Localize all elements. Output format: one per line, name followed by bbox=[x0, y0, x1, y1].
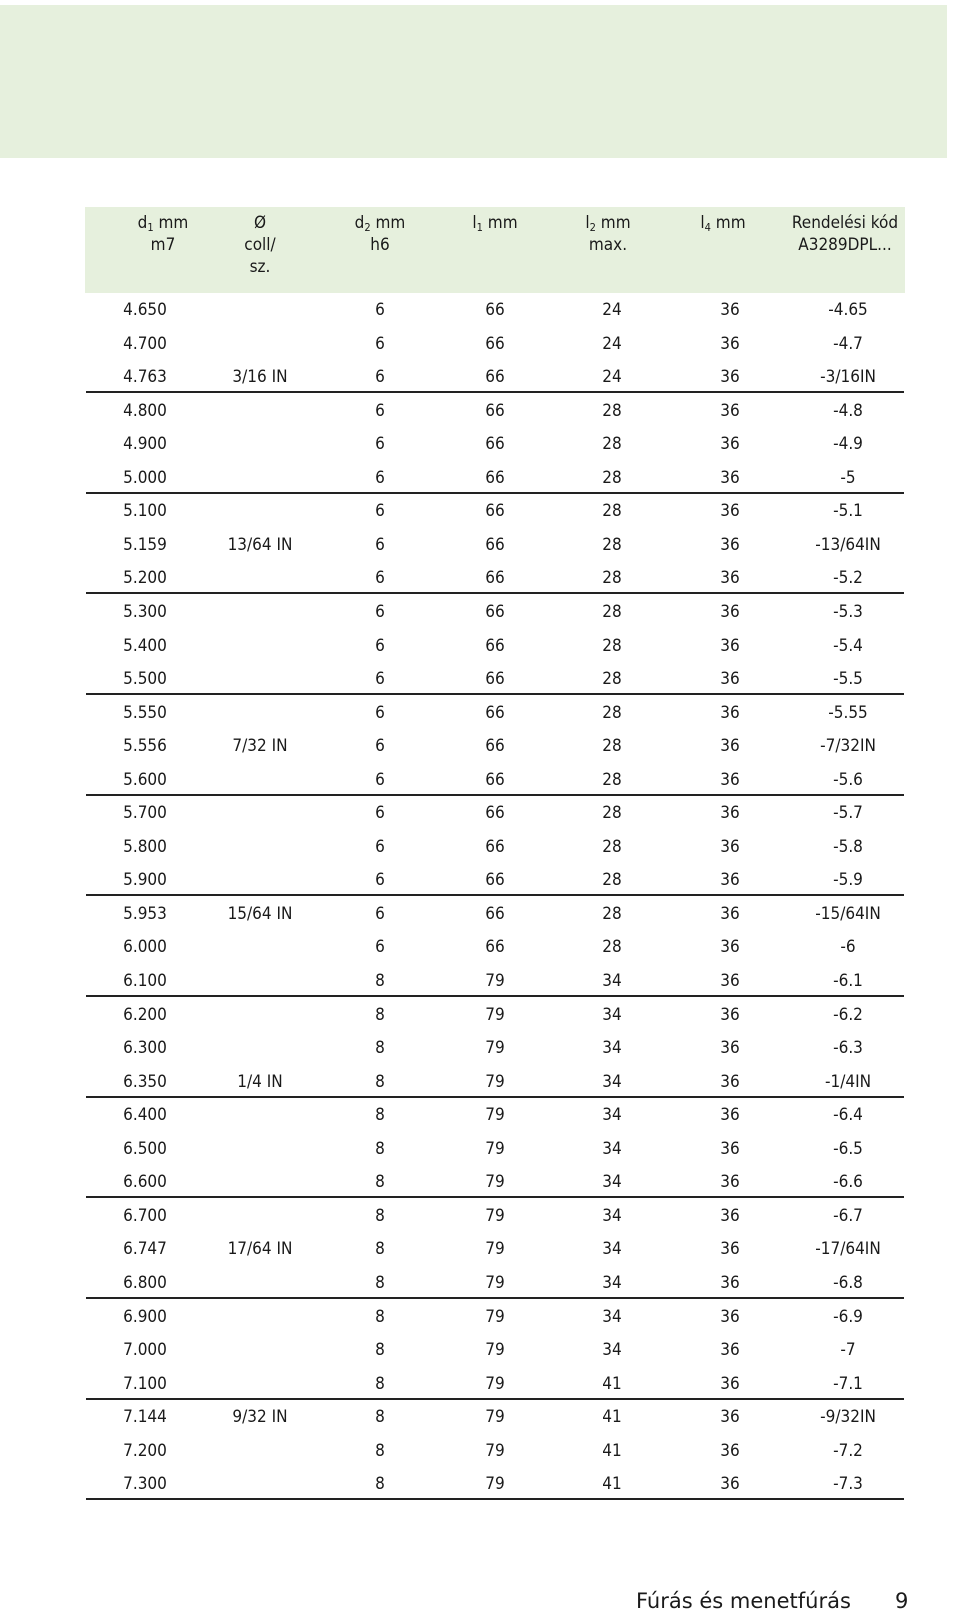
l4-cell: 36 bbox=[720, 300, 740, 320]
diameter-cell: 7/32 IN bbox=[232, 736, 288, 757]
header-diameter: Ø coll/ sz. bbox=[244, 213, 276, 277]
d2-cell: 6 bbox=[375, 635, 385, 656]
order-code-cell: -4.65 bbox=[828, 300, 868, 320]
l2-cell: 28 bbox=[602, 534, 622, 555]
d2-cell: 8 bbox=[375, 1239, 385, 1260]
l2-cell: 28 bbox=[602, 736, 622, 757]
d2-cell: 8 bbox=[375, 971, 385, 991]
d1-cell: 7.100 bbox=[123, 1373, 167, 1394]
l4-cell: 36 bbox=[720, 1172, 740, 1193]
d2-cell: 8 bbox=[375, 1004, 385, 1025]
diameter-cell: 17/64 IN bbox=[227, 1239, 293, 1260]
row-group-separator bbox=[86, 391, 904, 393]
l1-cell: 66 bbox=[485, 501, 505, 522]
order-code-cell: -5 bbox=[840, 467, 856, 488]
d2-cell: 6 bbox=[375, 568, 385, 589]
l1-cell: 79 bbox=[485, 1272, 505, 1293]
l1-cell: 66 bbox=[485, 333, 505, 354]
d2-cell: 6 bbox=[375, 534, 385, 555]
row-group-separator bbox=[86, 492, 904, 494]
order-code-cell: -5.9 bbox=[833, 870, 863, 891]
l2-cell: 34 bbox=[602, 1272, 622, 1293]
l4-cell: 36 bbox=[720, 1474, 740, 1495]
l4-cell: 36 bbox=[720, 1239, 740, 1260]
d2-cell: 6 bbox=[375, 400, 385, 421]
d2-cell: 6 bbox=[375, 803, 385, 824]
l1-cell: 66 bbox=[485, 400, 505, 421]
l2-cell: 28 bbox=[602, 601, 622, 622]
d1-cell: 6.700 bbox=[123, 1205, 167, 1226]
l4-cell: 36 bbox=[720, 836, 740, 857]
order-code-cell: -3/16IN bbox=[820, 367, 876, 388]
order-code-cell: -5.3 bbox=[833, 601, 863, 622]
d1-cell: 6.300 bbox=[123, 1038, 167, 1059]
order-code-cell: -6.2 bbox=[833, 1004, 863, 1025]
l1-cell: 66 bbox=[485, 568, 505, 589]
l1-cell: 66 bbox=[485, 534, 505, 555]
d1-cell: 7.200 bbox=[123, 1440, 167, 1461]
d2-cell: 8 bbox=[375, 1272, 385, 1293]
row-group-separator bbox=[86, 693, 904, 695]
l4-cell: 36 bbox=[720, 1306, 740, 1327]
l1-cell: 66 bbox=[485, 937, 505, 958]
diameter-cell: 15/64 IN bbox=[227, 903, 293, 924]
order-code-cell: -5.55 bbox=[828, 702, 868, 723]
d2-cell: 8 bbox=[375, 1407, 385, 1428]
l2-cell: 28 bbox=[602, 669, 622, 690]
l1-cell: 66 bbox=[485, 601, 505, 622]
l4-cell: 36 bbox=[720, 803, 740, 824]
d2-cell: 6 bbox=[375, 501, 385, 522]
order-code-cell: -1/4IN bbox=[824, 1071, 872, 1092]
d1-cell: 6.800 bbox=[123, 1272, 167, 1293]
l4-cell: 36 bbox=[720, 870, 740, 891]
l4-cell: 36 bbox=[720, 1340, 740, 1361]
l2-cell: 24 bbox=[602, 300, 622, 320]
order-code-cell: -6.4 bbox=[833, 1105, 863, 1126]
l4-cell: 36 bbox=[720, 400, 740, 421]
l4-cell: 36 bbox=[720, 333, 740, 354]
order-code-cell: -7.3 bbox=[833, 1474, 863, 1495]
l4-cell: 36 bbox=[720, 1038, 740, 1059]
d1-cell: 5.900 bbox=[123, 870, 167, 891]
l1-cell: 79 bbox=[485, 1373, 505, 1394]
order-code-cell: -5.7 bbox=[833, 803, 863, 824]
d1-cell: 5.800 bbox=[123, 836, 167, 857]
d1-cell: 5.100 bbox=[123, 501, 167, 522]
l2-cell: 34 bbox=[602, 1172, 622, 1193]
d1-cell: 6.400 bbox=[123, 1105, 167, 1126]
order-code-cell: -5.4 bbox=[833, 635, 863, 656]
d2-cell: 8 bbox=[375, 1340, 385, 1361]
header-order-code: Rendelési kód A3289DPL... bbox=[791, 213, 899, 255]
l1-cell: 66 bbox=[485, 836, 505, 857]
d2-cell: 8 bbox=[375, 1071, 385, 1092]
l1-cell: 79 bbox=[485, 1440, 505, 1461]
row-group-separator bbox=[86, 794, 904, 796]
l1-cell: 79 bbox=[485, 1004, 505, 1025]
row-group-separator bbox=[86, 995, 904, 997]
header-l2: $l_2$ mm max. bbox=[585, 213, 631, 255]
l1-cell: 66 bbox=[485, 803, 505, 824]
d1-cell: 6.900 bbox=[123, 1306, 167, 1327]
d1-cell: 6.200 bbox=[123, 1004, 167, 1025]
d2-cell: 6 bbox=[375, 736, 385, 757]
l1-cell: 66 bbox=[485, 736, 505, 757]
l2-cell: 34 bbox=[602, 1004, 622, 1025]
l4-cell: 36 bbox=[720, 467, 740, 488]
d2-cell: 6 bbox=[375, 903, 385, 924]
l2-cell: 41 bbox=[602, 1474, 622, 1495]
d1-cell: 5.159 bbox=[123, 534, 167, 555]
l1-cell: 66 bbox=[485, 702, 505, 723]
l2-cell: 28 bbox=[602, 937, 622, 958]
l2-cell: 28 bbox=[602, 870, 622, 891]
d1-cell: 7.144 bbox=[123, 1407, 167, 1428]
l2-cell: 34 bbox=[602, 1205, 622, 1226]
order-code-cell: -5.5 bbox=[833, 669, 863, 690]
l4-cell: 36 bbox=[720, 635, 740, 656]
d1-cell: 5.000 bbox=[123, 467, 167, 488]
order-code-cell: -6.6 bbox=[833, 1172, 863, 1193]
l1-cell: 79 bbox=[485, 1138, 505, 1159]
d1-cell: 5.550 bbox=[123, 702, 167, 723]
d1-cell: 4.900 bbox=[123, 434, 167, 455]
order-code-cell: -4.9 bbox=[833, 434, 863, 455]
row-group-separator bbox=[86, 1096, 904, 1098]
l4-cell: 36 bbox=[720, 769, 740, 790]
l1-cell: 79 bbox=[485, 1071, 505, 1092]
l1-cell: 66 bbox=[485, 669, 505, 690]
d2-cell: 8 bbox=[375, 1038, 385, 1059]
d2-cell: 8 bbox=[375, 1138, 385, 1159]
l4-cell: 36 bbox=[720, 702, 740, 723]
l2-cell: 34 bbox=[602, 1105, 622, 1126]
l2-cell: 28 bbox=[602, 400, 622, 421]
l4-cell: 36 bbox=[720, 568, 740, 589]
l4-cell: 36 bbox=[720, 367, 740, 388]
header-l1: $l_1$ mm bbox=[472, 213, 518, 234]
d2-cell: 8 bbox=[375, 1440, 385, 1461]
l2-cell: 34 bbox=[602, 1038, 622, 1059]
d2-cell: 6 bbox=[375, 702, 385, 723]
l4-cell: 36 bbox=[720, 1138, 740, 1159]
d2-cell: 6 bbox=[375, 870, 385, 891]
l1-cell: 66 bbox=[485, 903, 505, 924]
d2-cell: 6 bbox=[375, 836, 385, 857]
l2-cell: 34 bbox=[602, 1071, 622, 1092]
order-code-cell: -5.1 bbox=[833, 501, 863, 522]
row-group-separator bbox=[86, 894, 904, 896]
d2-cell: 6 bbox=[375, 601, 385, 622]
d1-cell: 6.500 bbox=[123, 1138, 167, 1159]
l2-cell: 41 bbox=[602, 1407, 622, 1428]
l2-cell: 34 bbox=[602, 971, 622, 991]
l4-cell: 36 bbox=[720, 1205, 740, 1226]
l1-cell: 79 bbox=[485, 1239, 505, 1260]
d2-cell: 6 bbox=[375, 769, 385, 790]
order-code-cell: -6.9 bbox=[833, 1306, 863, 1327]
d1-cell: 5.500 bbox=[123, 669, 167, 690]
footer-section-title: Fúrás és menetfúrás bbox=[636, 1589, 851, 1613]
d2-cell: 8 bbox=[375, 1306, 385, 1327]
d2-cell: 6 bbox=[375, 333, 385, 354]
d1-cell: 5.600 bbox=[123, 769, 167, 790]
top-banner bbox=[0, 5, 947, 158]
page-number: 9 bbox=[895, 1589, 909, 1613]
row-group-separator bbox=[86, 1297, 904, 1299]
order-code-cell: -7.2 bbox=[833, 1440, 863, 1461]
d1-cell: 6.747 bbox=[123, 1239, 167, 1260]
d1-cell: 5.700 bbox=[123, 803, 167, 824]
l1-cell: 79 bbox=[485, 1105, 505, 1126]
d1-cell: 5.400 bbox=[123, 635, 167, 656]
l4-cell: 36 bbox=[720, 903, 740, 924]
diameter-cell: 3/16 IN bbox=[232, 367, 288, 388]
l1-cell: 66 bbox=[485, 635, 505, 656]
order-code-cell: -15/64IN bbox=[815, 903, 881, 924]
row-group-separator bbox=[86, 1498, 904, 1500]
d2-cell: 8 bbox=[375, 1474, 385, 1495]
d2-cell: 6 bbox=[375, 669, 385, 690]
d1-cell: 4.763 bbox=[123, 367, 167, 388]
l1-cell: 66 bbox=[485, 300, 505, 320]
l4-cell: 36 bbox=[720, 1440, 740, 1461]
l1-cell: 79 bbox=[485, 1474, 505, 1495]
order-code-cell: -5.6 bbox=[833, 769, 863, 790]
l2-cell: 28 bbox=[602, 568, 622, 589]
l4-cell: 36 bbox=[720, 534, 740, 555]
l1-cell: 79 bbox=[485, 1205, 505, 1226]
l2-cell: 28 bbox=[602, 501, 622, 522]
diameter-cell: 9/32 IN bbox=[232, 1407, 288, 1428]
order-code-cell: -9/32IN bbox=[820, 1407, 876, 1428]
d2-cell: 6 bbox=[375, 367, 385, 388]
l4-cell: 36 bbox=[720, 1407, 740, 1428]
l4-cell: 36 bbox=[720, 971, 740, 991]
d1-cell: 4.800 bbox=[123, 400, 167, 421]
l2-cell: 24 bbox=[602, 367, 622, 388]
header-l4: $l_4$ mm bbox=[700, 213, 746, 234]
d2-cell: 6 bbox=[375, 300, 385, 320]
header-d1: $d_1$ mm m7 bbox=[137, 213, 189, 255]
d2-cell: 8 bbox=[375, 1105, 385, 1126]
l1-cell: 79 bbox=[485, 971, 505, 991]
order-code-cell: -7/32IN bbox=[820, 736, 876, 757]
d1-cell: 4.650 bbox=[123, 300, 167, 320]
d2-cell: 8 bbox=[375, 1172, 385, 1193]
order-code-cell: -4.7 bbox=[833, 333, 863, 354]
order-code-cell: -13/64IN bbox=[815, 534, 881, 555]
l1-cell: 79 bbox=[485, 1407, 505, 1428]
l4-cell: 36 bbox=[720, 669, 740, 690]
l2-cell: 34 bbox=[602, 1340, 622, 1361]
l4-cell: 36 bbox=[720, 736, 740, 757]
d2-cell: 6 bbox=[375, 434, 385, 455]
l1-cell: 66 bbox=[485, 367, 505, 388]
row-group-separator bbox=[86, 592, 904, 594]
d1-cell: 5.953 bbox=[123, 903, 167, 924]
diameter-cell: 13/64 IN bbox=[227, 534, 293, 555]
l2-cell: 28 bbox=[602, 467, 622, 488]
d1-cell: 5.200 bbox=[123, 568, 167, 589]
l2-cell: 28 bbox=[602, 803, 622, 824]
l1-cell: 79 bbox=[485, 1038, 505, 1059]
order-code-cell: -6.1 bbox=[833, 971, 863, 991]
d1-cell: 6.100 bbox=[123, 971, 167, 991]
l1-cell: 79 bbox=[485, 1306, 505, 1327]
diameter-cell: 1/4 IN bbox=[237, 1071, 283, 1092]
l2-cell: 34 bbox=[602, 1138, 622, 1159]
l4-cell: 36 bbox=[720, 1373, 740, 1394]
order-code-cell: -17/64IN bbox=[815, 1239, 881, 1260]
l1-cell: 79 bbox=[485, 1172, 505, 1193]
order-code-cell: -6.7 bbox=[833, 1205, 863, 1226]
order-code-cell: -7.1 bbox=[833, 1373, 863, 1394]
l1-cell: 66 bbox=[485, 434, 505, 455]
l1-cell: 79 bbox=[485, 1340, 505, 1361]
l2-cell: 28 bbox=[602, 635, 622, 656]
l1-cell: 66 bbox=[485, 870, 505, 891]
l1-cell: 66 bbox=[485, 769, 505, 790]
d1-cell: 6.600 bbox=[123, 1172, 167, 1193]
l1-cell: 66 bbox=[485, 467, 505, 488]
order-code-cell: -6.3 bbox=[833, 1038, 863, 1059]
l2-cell: 28 bbox=[602, 836, 622, 857]
l2-cell: 41 bbox=[602, 1440, 622, 1461]
l2-cell: 28 bbox=[602, 702, 622, 723]
l2-cell: 34 bbox=[602, 1239, 622, 1260]
d1-cell: 6.000 bbox=[123, 937, 167, 958]
d2-cell: 8 bbox=[375, 1373, 385, 1394]
l2-cell: 28 bbox=[602, 769, 622, 790]
d1-cell: 5.556 bbox=[123, 736, 167, 757]
row-group-separator bbox=[86, 1196, 904, 1198]
d1-cell: 7.300 bbox=[123, 1474, 167, 1495]
l2-cell: 41 bbox=[602, 1373, 622, 1394]
l4-cell: 36 bbox=[720, 501, 740, 522]
order-code-cell: -5.8 bbox=[833, 836, 863, 857]
d1-cell: 7.000 bbox=[123, 1340, 167, 1361]
l2-cell: 34 bbox=[602, 1306, 622, 1327]
d2-cell: 8 bbox=[375, 1205, 385, 1226]
l2-cell: 28 bbox=[602, 903, 622, 924]
row-group-separator bbox=[86, 1398, 904, 1400]
header-d2: $d_2$ mm h6 bbox=[354, 213, 406, 255]
order-code-cell: -6.8 bbox=[833, 1272, 863, 1293]
d1-cell: 6.350 bbox=[123, 1071, 167, 1092]
l4-cell: 36 bbox=[720, 937, 740, 958]
d2-cell: 6 bbox=[375, 937, 385, 958]
order-code-cell: -4.8 bbox=[833, 400, 863, 421]
l4-cell: 36 bbox=[720, 434, 740, 455]
order-code-cell: -7 bbox=[840, 1340, 856, 1361]
l2-cell: 28 bbox=[602, 434, 622, 455]
l4-cell: 36 bbox=[720, 601, 740, 622]
order-code-cell: -6.5 bbox=[833, 1138, 863, 1159]
d2-cell: 6 bbox=[375, 467, 385, 488]
l4-cell: 36 bbox=[720, 1105, 740, 1126]
d1-cell: 5.300 bbox=[123, 601, 167, 622]
order-code-cell: -6 bbox=[840, 937, 856, 958]
l4-cell: 36 bbox=[720, 1272, 740, 1293]
l4-cell: 36 bbox=[720, 1004, 740, 1025]
order-code-cell: -5.2 bbox=[833, 568, 863, 589]
l2-cell: 24 bbox=[602, 333, 622, 354]
d1-cell: 4.700 bbox=[123, 333, 167, 354]
l4-cell: 36 bbox=[720, 1071, 740, 1092]
